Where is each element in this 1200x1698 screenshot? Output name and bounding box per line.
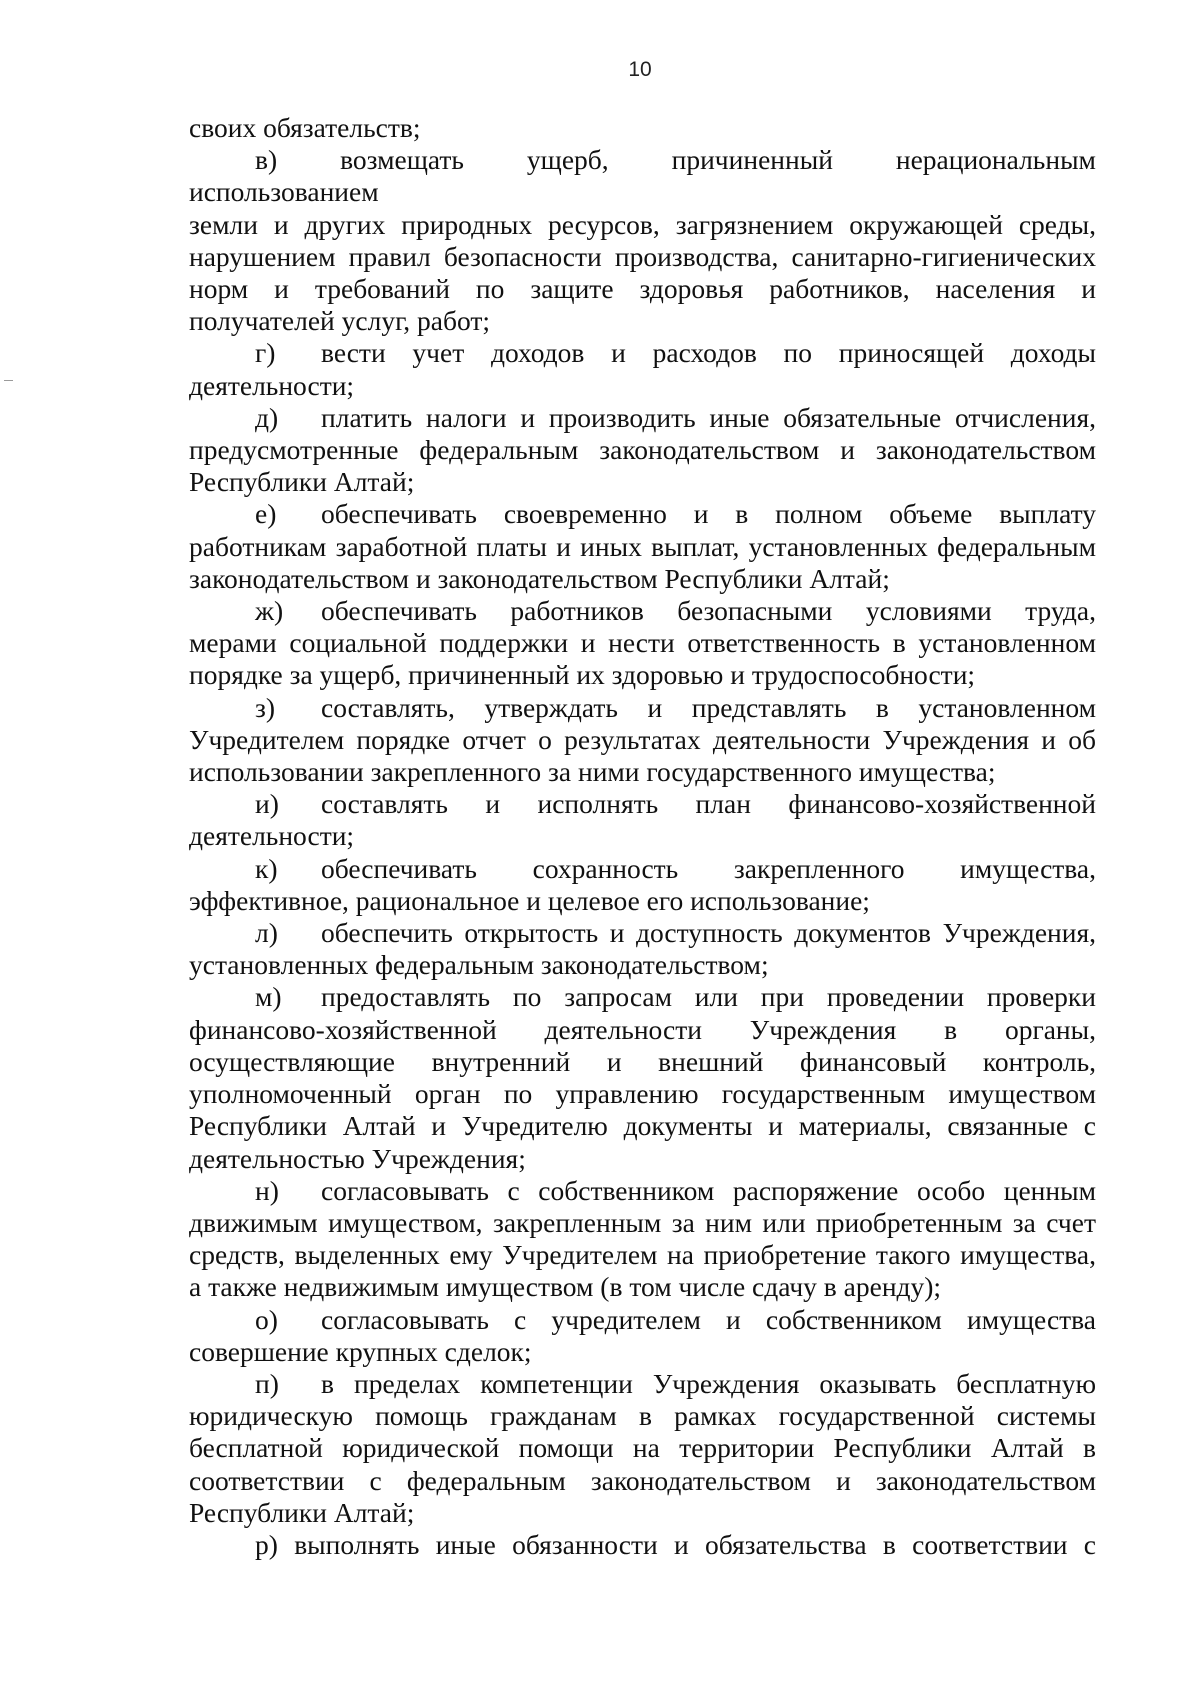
first-line (189, 1304, 1096, 1336)
first-line (189, 498, 1096, 530)
first-line: р) выполнять иные обязанности и обязательства в соответствии с (255, 1528, 1096, 1560)
first-line (189, 402, 1096, 434)
first-line (189, 1175, 1096, 1207)
text-line: а также недвижимым имуществом (в том числе сдачу в аренду); (189, 1271, 942, 1303)
item-label: д) (255, 401, 279, 433)
first-line (189, 337, 1096, 369)
text-line: деятельности; (189, 820, 355, 852)
first-line-text: составлять и исполнять план финансово-хозяйственной (321, 788, 1096, 820)
list-item-r (189, 1529, 1096, 1561)
list-item-g (189, 337, 1096, 401)
item-label: м) (255, 981, 282, 1013)
text-line: порядке за ущерб, причиненный их здоровью и трудоспособности; (189, 659, 976, 691)
list-item-z (189, 692, 1096, 789)
first-line-text: обеспечивать своевременно и в полном объеме выплату (321, 498, 1096, 530)
document-body (189, 112, 1096, 1561)
first-line (189, 144, 1096, 176)
item-label: е) (255, 498, 277, 530)
first-line (189, 692, 1096, 724)
page-number: 10 (628, 58, 652, 81)
list-item-e (189, 498, 1096, 595)
first-line (189, 1368, 1096, 1400)
first-line (189, 981, 1096, 1013)
text-line: нарушением правил безопасности производства, санитарно-гигиенических (189, 240, 1096, 272)
item-label: п) (255, 1367, 279, 1399)
first-line-text: предоставлять по запросам или при проведении проверки (321, 981, 1096, 1013)
word: нерациональным (895, 144, 1096, 176)
first-line-text: составлять, утверждать и представлять в установленном (321, 691, 1096, 723)
text-line: бесплатной юридической помощи на территории Республики Алтай в (189, 1432, 1096, 1464)
text-line: мерами социальной поддержки и нести ответственность в установленном (189, 627, 1096, 659)
text-line: деятельности; (189, 369, 355, 401)
first-line (189, 788, 1096, 820)
paragraph-continuation (189, 112, 1096, 144)
word: возмещать (340, 144, 464, 176)
text-line: движимым имуществом, закрепленным за ним или приобретенным за счет (189, 1206, 1096, 1238)
text-line: получателей услуг, работ; (189, 305, 490, 337)
first-line-text: платить налоги и производить иные обязательные отчисления, (321, 401, 1096, 433)
list-item-m (189, 981, 1096, 1174)
text-line: Учредителем порядке отчет о результатах деятельности Учреждения и об (189, 723, 1096, 755)
first-line (189, 853, 1096, 885)
item-label: и) (255, 788, 279, 820)
text-line: эффективное, рациональное и целевое его использование; (189, 884, 870, 916)
text-line: Республики Алтай и Учредителю документы и материалы, связанные с (189, 1110, 1096, 1142)
item-label: г) (255, 337, 276, 369)
text-line: Республики Алтай; (189, 1496, 415, 1528)
text-line: норм и требований по защите здоровья работников, населения и (189, 273, 1096, 305)
list-item-p (189, 1368, 1096, 1529)
first-line-text: согласовывать с учредителем и собственником имущества (321, 1303, 1096, 1335)
first-line-text: обеспечить открытость и доступность документов Учреждения, (321, 917, 1096, 949)
text-line: своих обязательств; (189, 112, 421, 143)
item-label: о) (255, 1303, 278, 1335)
text-line: уполномоченный орган по управлению государственным имуществом (189, 1078, 1096, 1110)
text-line: использованием (189, 176, 379, 208)
item-label: з) (255, 691, 276, 723)
word: ущерб, (526, 144, 609, 176)
scan-artifact-mark (4, 380, 13, 381)
first-line (189, 595, 1096, 627)
item-label: к) (255, 852, 278, 884)
list-item-v (189, 144, 1096, 337)
list-item-o (189, 1304, 1096, 1368)
first-line-text: обеспечивать работников безопасными условиями труда, (321, 595, 1096, 627)
item-label: н) (255, 1174, 279, 1206)
first-line-text: согласовывать с собственником распоряжение особо ценным (321, 1174, 1096, 1206)
list-item-n (189, 1175, 1096, 1304)
item-label: л) (255, 917, 278, 949)
text-line: соответствии с федеральным законодательством и законодательством (189, 1464, 1096, 1496)
list-item-l (189, 917, 1096, 981)
text-line: деятельностью Учреждения; (189, 1142, 526, 1174)
text-line: совершение крупных сделок; (189, 1335, 532, 1367)
first-line-text: обеспечивать сохранность закрепленного имущества, (321, 852, 1096, 884)
list-item-d (189, 402, 1096, 499)
text-line: финансово-хозяйственной деятельности Учреждения в органы, (189, 1013, 1096, 1045)
text-line: земли и других природных ресурсов, загрязнением окружающей среды, (189, 208, 1096, 240)
list-item-k (189, 853, 1096, 917)
text-line: работникам заработной платы и иных выплат, установленных федеральным (189, 530, 1096, 562)
text-line: установленных федеральным законодательством; (189, 949, 769, 981)
list-item-i (189, 788, 1096, 852)
text-line: осуществляющие внутренний и внешний финансовый контроль, (189, 1045, 1096, 1077)
item-label: в) (255, 144, 278, 176)
word: причиненный (671, 144, 833, 176)
text-line: средств, выделенных ему Учредителем на приобретение такого имущества, (189, 1239, 1096, 1271)
text-line: использовании закрепленного за ними государственного имущества; (189, 756, 996, 788)
first-line (189, 917, 1096, 949)
text-line: юридическую помощь гражданам в рамках государственной системы (189, 1400, 1096, 1432)
text-line: законодательством и законодательством Республики Алтай; (189, 562, 890, 594)
item-label: ж) (255, 595, 284, 627)
text-line: предусмотренные федеральным законодательством и законодательством (189, 434, 1096, 466)
first-line-text: в пределах компетенции Учреждения оказывать бесплатную (321, 1367, 1096, 1399)
first-line-text: вести учет доходов и расходов по приносящей доходы (321, 337, 1096, 369)
list-item-zh (189, 595, 1096, 692)
text-line: Республики Алтай; (189, 466, 415, 498)
